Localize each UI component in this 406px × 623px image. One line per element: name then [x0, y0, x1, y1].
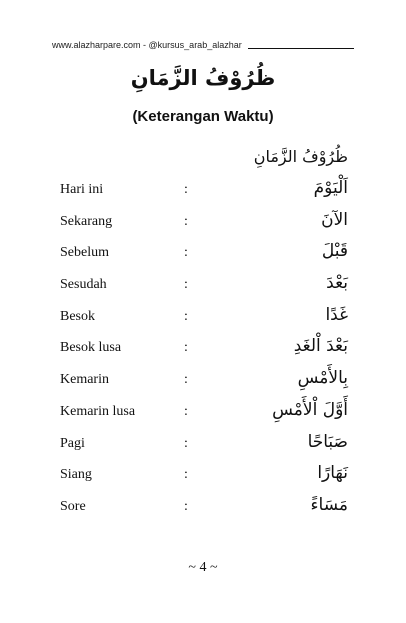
vocab-term-arabic: بِالأَمْسِ: [297, 368, 348, 389]
vocab-term-indonesian: Besok lusa: [60, 340, 122, 356]
vocab-separator: :: [184, 467, 188, 483]
vocab-term-indonesian: Kemarin: [60, 372, 109, 388]
vocab-term-indonesian: Sekarang: [60, 213, 113, 229]
vocab-row: [0, 238, 406, 270]
vocab-term-arabic: قَبْلَ: [321, 241, 348, 262]
vocab-term-indonesian: Sebelum: [60, 245, 109, 261]
vocab-term-arabic: صَبَاحًا: [307, 431, 348, 452]
header-text: www.alazharpare.com - @kursus_arab_alazhar: [52, 40, 242, 50]
vocab-term-indonesian: Besok: [60, 308, 95, 324]
vocab-row: [0, 365, 406, 397]
vocab-term-indonesian: Siang: [60, 467, 92, 483]
vocab-separator: :: [184, 498, 188, 514]
page-header: [52, 40, 352, 50]
vocabulary-list: [0, 175, 406, 524]
vocab-row: [0, 429, 406, 461]
vocab-separator: :: [184, 372, 188, 388]
vocab-term-indonesian: Sore: [60, 498, 86, 514]
vocab-row: [0, 207, 406, 239]
vocab-separator: :: [184, 277, 188, 293]
page-subtitle: (Keterangan Waktu): [132, 108, 274, 125]
vocab-term-arabic: اَلْيَوْمَ: [313, 178, 348, 198]
vocab-term-arabic: نَهَارًا: [317, 463, 348, 484]
vocab-term-arabic: غَدًا: [325, 304, 348, 325]
vocab-row: [0, 397, 406, 429]
vocab-row: [0, 492, 406, 524]
page-number: ~ 4 ~: [188, 560, 218, 575]
vocab-term-arabic: أَوَّلَ اْلأَمْسِ: [272, 399, 348, 420]
vocab-separator: :: [184, 182, 188, 197]
vocab-term-indonesian: Kemarin lusa: [60, 403, 136, 419]
vocab-separator: :: [184, 435, 188, 451]
vocab-term-arabic: بَعْدَ: [326, 273, 348, 294]
vocab-term-arabic: بَعْدَ اْلغَدِ: [293, 336, 348, 357]
vocab-separator: :: [184, 308, 188, 324]
vocab-row: [0, 302, 406, 334]
vocab-row: [0, 175, 406, 207]
vocab-term-indonesian: Sesudah: [60, 277, 107, 293]
vocab-separator: :: [184, 403, 188, 419]
vocab-term-arabic: مَسَاءً: [310, 494, 348, 515]
vocab-separator: :: [184, 213, 188, 229]
vocab-term-indonesian: Pagi: [60, 435, 85, 451]
vocab-separator: :: [184, 340, 188, 356]
vocab-row: [0, 460, 406, 492]
vocab-term-arabic: الآنَ: [321, 209, 348, 230]
vocab-row: [0, 270, 406, 302]
section-heading-arabic: ظُرُوْفُ الزَّمَانِ: [253, 147, 348, 166]
vocab-row: [0, 333, 406, 365]
header-rule: [248, 48, 354, 49]
vocab-separator: :: [184, 245, 188, 261]
vocab-term-indonesian: Hari ini: [60, 182, 104, 197]
page-title-arabic: ظُرُوْفُ الزَّمَانِ: [130, 66, 276, 90]
